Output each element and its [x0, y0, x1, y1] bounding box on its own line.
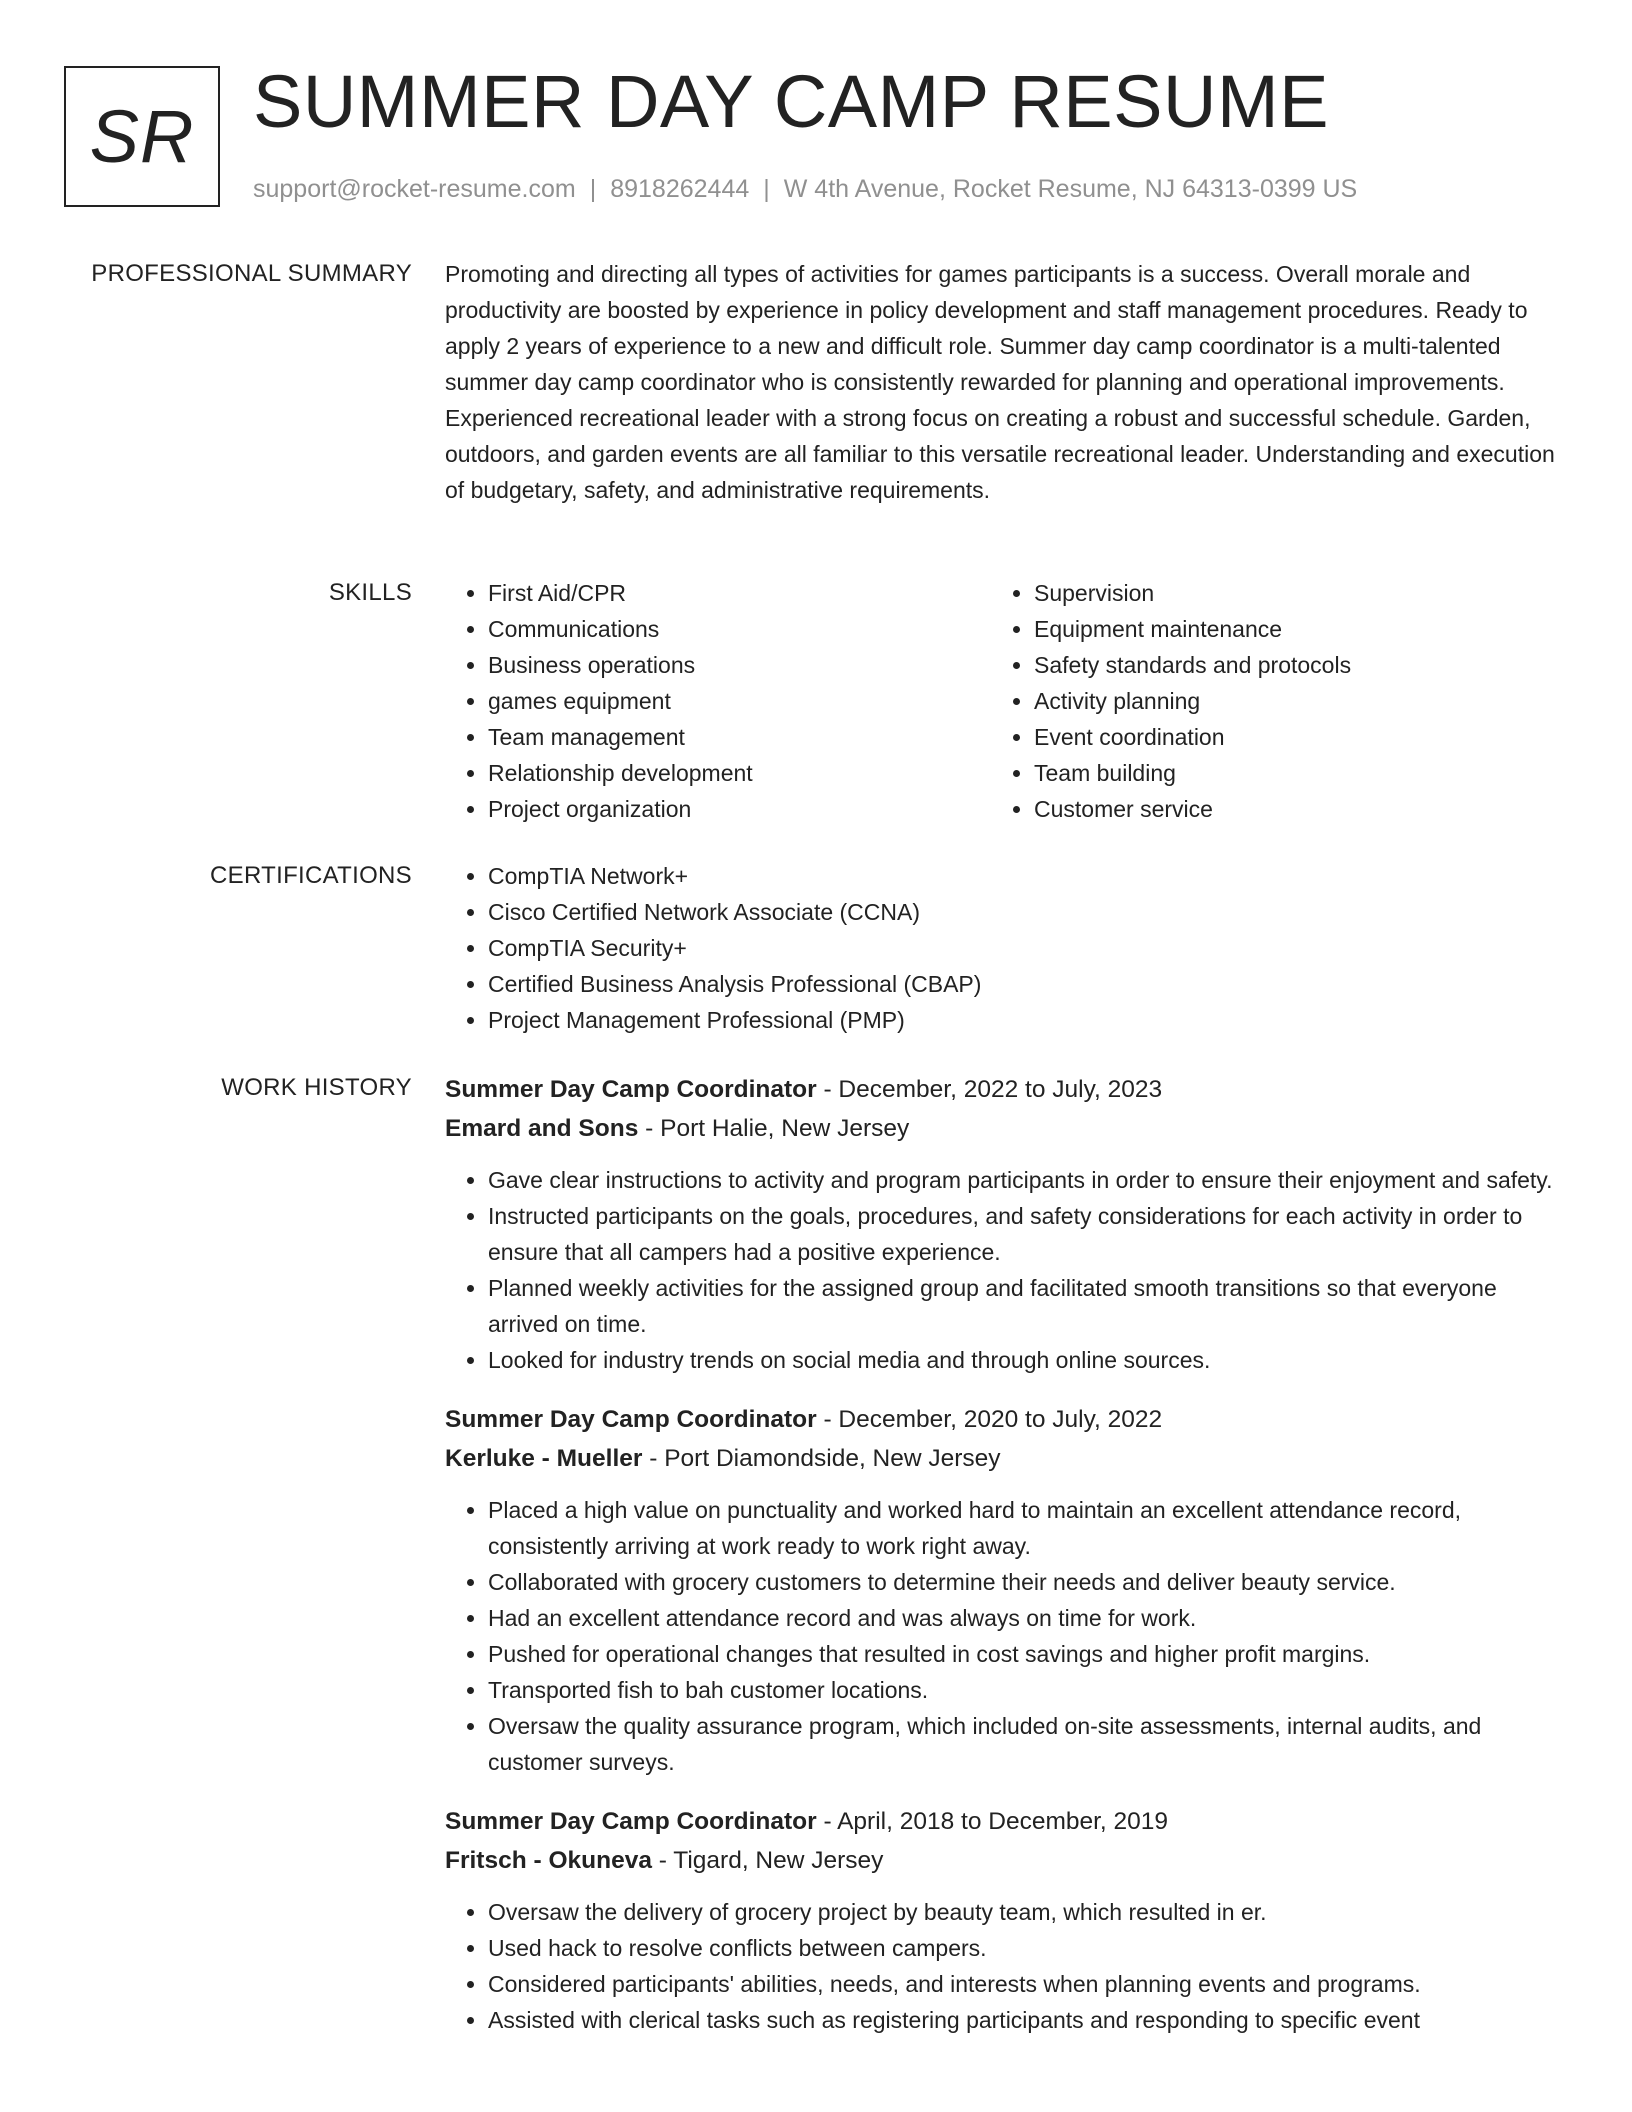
- skill-item: • Activity planning: [1034, 683, 1537, 719]
- job-title: Summer Day Camp Coordinator: [445, 1076, 817, 1103]
- skill-item: • Team building: [1034, 755, 1537, 791]
- monogram-box: [64, 66, 220, 207]
- monogram-initials: SR: [89, 95, 195, 178]
- section-body: [445, 1070, 1557, 2060]
- job-dates: - April, 2018 to December, 2019: [816, 1808, 1169, 1835]
- job-entry: [445, 1400, 1557, 1780]
- skills-columns: [445, 575, 1557, 827]
- job-dates: - December, 2020 to July, 2022: [816, 1406, 1163, 1433]
- summary-text: Promoting and directing all types of activities for games participants is a success. Overall morale and productivity are boosted by experience in policy development and staff management procedures. Ready to apply 2 years of experience to a new and difficult role. Summer day camp coordinator is a multi-talented summer day camp coordinator who is consistently rewarded for planning and operational improvements. Experienced recreational leader with a strong focus on creating a robust and successful schedule. Garden, outdoors, and garden events are all familiar to this versatile recreational leader. Understanding and execution of budgetary, safety, and administrative requirements.: [445, 261, 1555, 503]
- job-dates: - December, 2022 to July, 2023: [816, 1076, 1163, 1103]
- job-company-line: [445, 1109, 1557, 1148]
- skill-item: • Event coordination: [1034, 719, 1537, 755]
- job-bullet: • Placed a high value on punctuality and worked hard to maintain an excellent attendance record, consistently arriving at work ready to work right away.: [488, 1492, 1557, 1564]
- job-company-line: [445, 1841, 1557, 1880]
- job-bullets: [445, 1162, 1557, 1378]
- skills-list-right: [991, 575, 1537, 827]
- job-location: - Tigard, New Jersey: [651, 1847, 884, 1874]
- contact-address: W 4th Avenue, Rocket Resume, NJ 64313-0399 US: [783, 175, 1358, 203]
- certification-item: • CompTIA Security+: [488, 930, 1557, 966]
- contact-email[interactable]: support@rocket-resume.com: [253, 175, 576, 203]
- skill-item: • Equipment maintenance: [1034, 611, 1537, 647]
- job-bullet: • Collaborated with grocery customers to determine their needs and deliver beauty service.: [488, 1564, 1557, 1600]
- skill-item: • First Aid/CPR: [488, 575, 991, 611]
- skill-item: • Safety standards and protocols: [1034, 647, 1537, 683]
- skill-item: • Customer service: [1034, 791, 1537, 827]
- skill-item: • games equipment: [488, 683, 991, 719]
- section-body: [445, 858, 1557, 1038]
- contact-phone[interactable]: 8918262444: [610, 175, 750, 203]
- job-entry: [445, 1070, 1557, 1378]
- job-bullet: • Transported fish to bah customer locations.: [488, 1672, 1557, 1708]
- job-location: - Port Diamondside, New Jersey: [642, 1445, 1001, 1472]
- job-title: Summer Day Camp Coordinator: [445, 1808, 817, 1835]
- job-bullet: • Oversaw the quality assurance program, which included on-site assessments, internal audits, and customer surveys.: [488, 1708, 1557, 1780]
- job-bullet: • Instructed participants on the goals, procedures, and safety considerations for each activity in order to ensure that all campers had a positive experience.: [488, 1198, 1557, 1270]
- job-bullet: • Looked for industry trends on social media and through online sources.: [488, 1342, 1557, 1378]
- certification-item: • Certified Business Analysis Professional (CBAP): [488, 966, 1557, 1002]
- section-heading: SKILLS: [328, 579, 412, 606]
- job-bullet: • Assisted with clerical tasks such as registering participants and responding to specific event: [488, 2002, 1557, 2038]
- job-title: Summer Day Camp Coordinator: [445, 1406, 817, 1433]
- job-bullet: • Pushed for operational changes that resulted in cost savings and higher profit margins.: [488, 1636, 1557, 1672]
- job-bullet: • Had an excellent attendance record and was always on time for work.: [488, 1600, 1557, 1636]
- section-body: [445, 256, 1557, 508]
- section-heading: CERTIFICATIONS: [210, 862, 412, 889]
- section-heading: PROFESSIONAL SUMMARY: [91, 260, 412, 287]
- skill-item: • Business operations: [488, 647, 991, 683]
- skill-item: • Communications: [488, 611, 991, 647]
- job-title-line: [445, 1070, 1557, 1109]
- job-bullet: • Oversaw the delivery of grocery project by beauty team, which resulted in er.: [488, 1894, 1557, 1930]
- certification-item: • Cisco Certified Network Associate (CCNA): [488, 894, 1557, 930]
- job-company: Emard and Sons: [445, 1115, 639, 1142]
- job-bullet: • Planned weekly activities for the assigned group and facilitated smooth transitions so that everyone arrived on time.: [488, 1270, 1557, 1342]
- section-heading: WORK HISTORY: [221, 1074, 412, 1101]
- skill-item: • Project organization: [488, 791, 991, 827]
- certification-item: • Project Management Professional (PMP): [488, 1002, 1557, 1038]
- job-location: - Port Halie, New Jersey: [638, 1115, 910, 1142]
- job-title-line: [445, 1802, 1557, 1841]
- certification-item: • CompTIA Network+: [488, 858, 1557, 894]
- skill-item: • Team management: [488, 719, 991, 755]
- job-bullets: [445, 1894, 1557, 2038]
- job-title-line: [445, 1400, 1557, 1439]
- job-company: Fritsch - Okuneva: [445, 1847, 652, 1874]
- contact-line: [253, 172, 1357, 206]
- job-company: Kerluke - Mueller: [445, 1445, 643, 1472]
- job-bullets: [445, 1492, 1557, 1780]
- contact-separator: |: [763, 175, 770, 203]
- skill-item: • Supervision: [1034, 575, 1537, 611]
- job-company-line: [445, 1439, 1557, 1478]
- contact-separator: |: [589, 175, 597, 203]
- job-bullet: • Used hack to resolve conflicts between campers.: [488, 1930, 1557, 1966]
- job-entry: [445, 1802, 1557, 2038]
- skills-list-left: [445, 575, 991, 827]
- job-bullet: • Considered participants' abilities, needs, and interests when planning events and programs.: [488, 1966, 1557, 2002]
- skill-item: • Relationship development: [488, 755, 991, 791]
- job-bullet: • Gave clear instructions to activity and program participants in order to ensure their enjoyment and safety.: [488, 1162, 1557, 1198]
- resume-title: SUMMER DAY CAMP RESUME: [253, 60, 1329, 143]
- certifications-list: [445, 858, 1557, 1038]
